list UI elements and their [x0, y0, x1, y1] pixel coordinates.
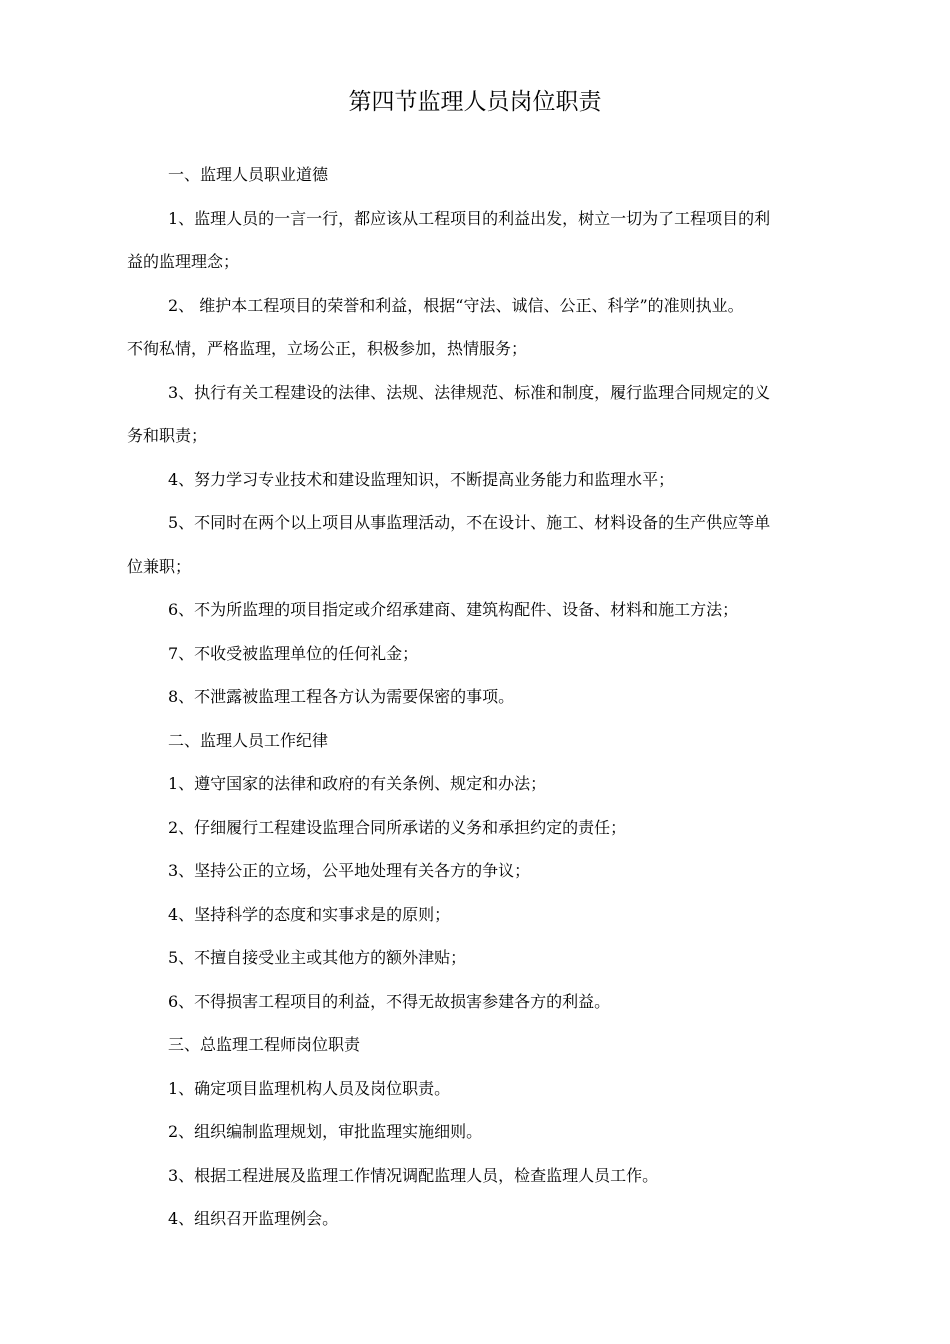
paragraph-line: 6、不得损害工程项目的利益，不得无故损害参建各方的利益。 [168, 991, 611, 1011]
paragraph-line: 3、执行有关工程建设的法律、法规、法律规范、标准和制度，履行监理合同规定的义 [168, 382, 771, 402]
paragraph-item [127, 284, 847, 371]
paragraph-line: 2、组织编制监理规划，审批监理实施细则。 [168, 1122, 483, 1141]
paragraph-item [127, 1197, 847, 1241]
paragraph-line: 4、组织召开监理例会。 [168, 1209, 339, 1228]
paragraph-item [127, 632, 847, 676]
paragraph-line: 1、确定项目监理机构人员及岗位职责。 [168, 1078, 451, 1098]
paragraph-item [127, 197, 847, 284]
paragraph-item [127, 1154, 847, 1198]
paragraph-line: 5、不擅自接受业主或其他方的额外津贴； [168, 948, 467, 967]
paragraph-item [127, 1110, 847, 1154]
paragraph-line: 5、不同时在两个以上项目从事监理活动，不在设计、施工、材料设备的生产供应等单 [168, 513, 771, 532]
paragraph-item [127, 936, 847, 980]
paragraph-item [127, 675, 847, 719]
page-title: 第四节监理人员岗位职责 [348, 89, 602, 115]
paragraph-item [127, 849, 847, 893]
paragraph-line: 不徇私情，严格监理，立场公正，积极参加，热情服务； [127, 339, 528, 358]
paragraph-item [127, 371, 847, 458]
paragraph-line: 4、努力学习专业技术和建设监理知识，不断提高业务能力和监理水平； [168, 469, 675, 489]
paragraph-line: 益的监理理念； [127, 252, 240, 271]
paragraph-line: 6、不为所监理的项目指定或介绍承建商、建筑构配件、设备、材料和施工方法； [168, 600, 739, 619]
paragraph-item [127, 980, 847, 1024]
paragraph-line: 务和职责； [127, 426, 208, 445]
document-body [127, 153, 847, 1241]
paragraph-line: 4、坚持科学的态度和实事求是的原则； [168, 904, 451, 924]
paragraph-item [127, 806, 847, 850]
paragraph-line: 位兼职； [127, 556, 192, 576]
section-heading-1 [127, 153, 847, 197]
paragraph-line: 1、遵守国家的法律和政府的有关条例、规定和办法； [168, 774, 547, 793]
paragraph-item [127, 893, 847, 937]
paragraph-line: 7、不收受被监理单位的任何礼金； [168, 643, 419, 663]
paragraph-item [127, 501, 847, 588]
section-heading-3 [127, 1023, 847, 1067]
paragraph-line: 2、仔细履行工程建设监理合同所承诺的义务和承担约定的责任； [168, 817, 627, 837]
section-heading-2 [127, 719, 847, 763]
paragraph-item [127, 762, 847, 806]
paragraph-line: 一、监理人员职业道德 [168, 165, 329, 184]
paragraph-line: 8、不泄露被监理工程各方认为需要保密的事项。 [168, 687, 515, 706]
paragraph-item [127, 588, 847, 632]
paragraph-line: 2、 维护本工程项目的荣誉和利益，根据“守法、诚信、公正、科学”的准则执业。 [168, 295, 744, 315]
paragraph-line: 3、坚持公正的立场，公平地处理有关各方的争议； [168, 861, 531, 880]
paragraph-item [127, 458, 847, 502]
paragraph-item [127, 1067, 847, 1111]
paragraph-line: 3、根据工程进展及监理工作情况调配监理人员，检查监理人员工作。 [168, 1165, 659, 1185]
paragraph-line: 三、总监理工程师岗位职责 [168, 1035, 361, 1054]
paragraph-line: 1、监理人员的一言一行，都应该从工程项目的利益出发，树立一切为了工程项目的利 [168, 208, 771, 228]
paragraph-line: 二、监理人员工作纪律 [168, 730, 329, 750]
